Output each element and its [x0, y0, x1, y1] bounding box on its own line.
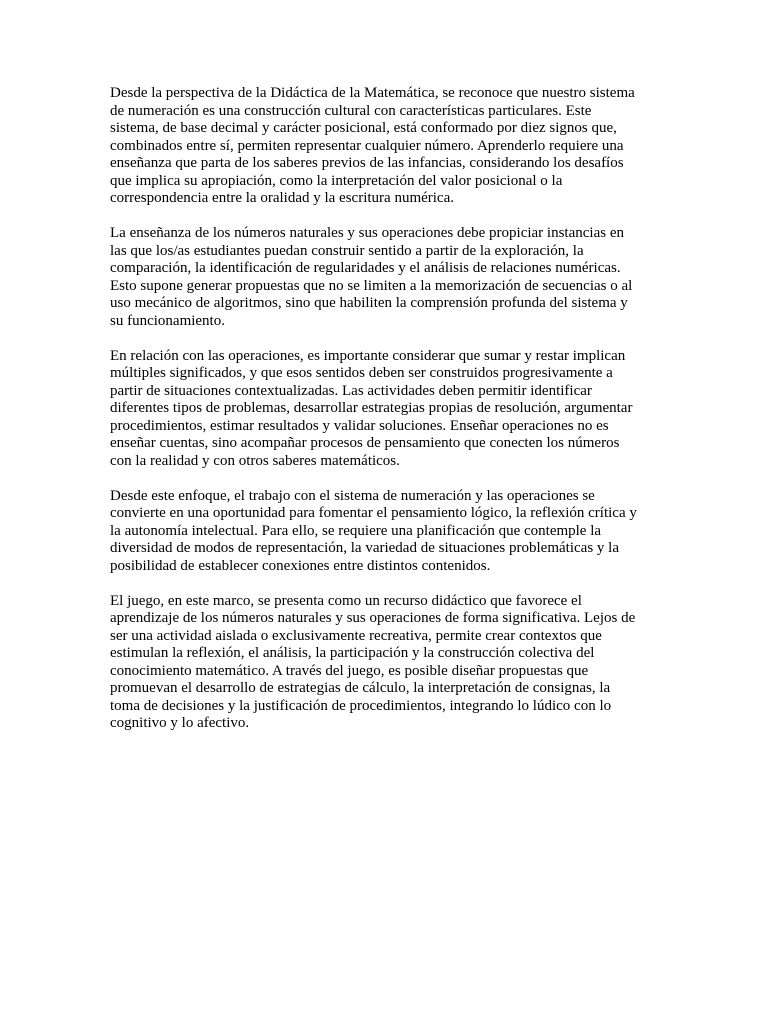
- paragraph-2: La enseñanza de los números naturales y sus operaciones debe propiciar instancias en las que los/as estudiantes puedan construir sentido a partir de la exploración, la comparación, la identificación de regularidades y el análisis de relaciones numéricas. Esto supone generar propuestas que no se limiten a la memorización de secuencias o al uso mecánico de algoritmos, sino que habiliten la comprensión profunda del sistema y su funcionamiento.: [110, 225, 633, 329]
- paragraph-3: En relación con las operaciones, es importante considerar que sumar y restar implican múltiples significados, y que esos sentidos deben ser construidos progresivamente a partir de situaciones contextualizadas. Las actividades deben permitir identificar diferentes tipos de problemas, desarrollar estrategias propias de resolución, argumentar procedimientos, estimar resultados y validar soluciones. Enseñar operaciones no es enseñar cuentas, sino acompañar procesos de pensamiento que conecten los números con la realidad y con otros saberes matemáticos.: [110, 347, 633, 469]
- paragraph-1: Desde la perspectiva de la Didáctica de la Matemática, se reconoce que nuestro sistema de numeración es una construcción cultural con características particulares. Este sistema, de base decimal y carácter posicional, está conformado por diez signos que, combinados entre sí, permiten representar cualquier número. Aprenderlo requiere una enseñanza que parta de los saberes previos de las infancias, considerando los desafíos que implica su apropiación, como la interpretación del valor posicional o la correspondencia entre la oralidad y la escritura numérica.: [110, 85, 635, 206]
- paragraph-4: Desde este enfoque, el trabajo con el sistema de numeración y las operaciones se convierte en una oportunidad para fomentar el pensamiento lógico, la reflexión crítica y la autonomía intelectual. Para ello, se requiere una planificación que contemple la diversidad de modos de representación, la variedad de situaciones problemáticas y la posibilidad de establecer conexiones entre distintos contenidos.: [110, 487, 637, 574]
- paragraph-5: El juego, en este marco, se presenta como un recurso didáctico que favorece el aprendizaje de los números naturales y sus operaciones de forma significativa. Lejos de ser una actividad aislada o exclusivamente recreativa, permite crear contextos que estimulan la reflexión, el análisis, la participación y la construcción colectiva del conocimiento matemático. A través del juego, es posible diseñar propuestas que promuevan el desarrollo de estrategias de cálculo, la interpretación de consignas, la toma de decisiones y la justificación de procedimientos, integrando lo lúdico con lo cognitivo y lo afectivo.: [110, 592, 636, 731]
- document-body: [110, 85, 658, 750]
